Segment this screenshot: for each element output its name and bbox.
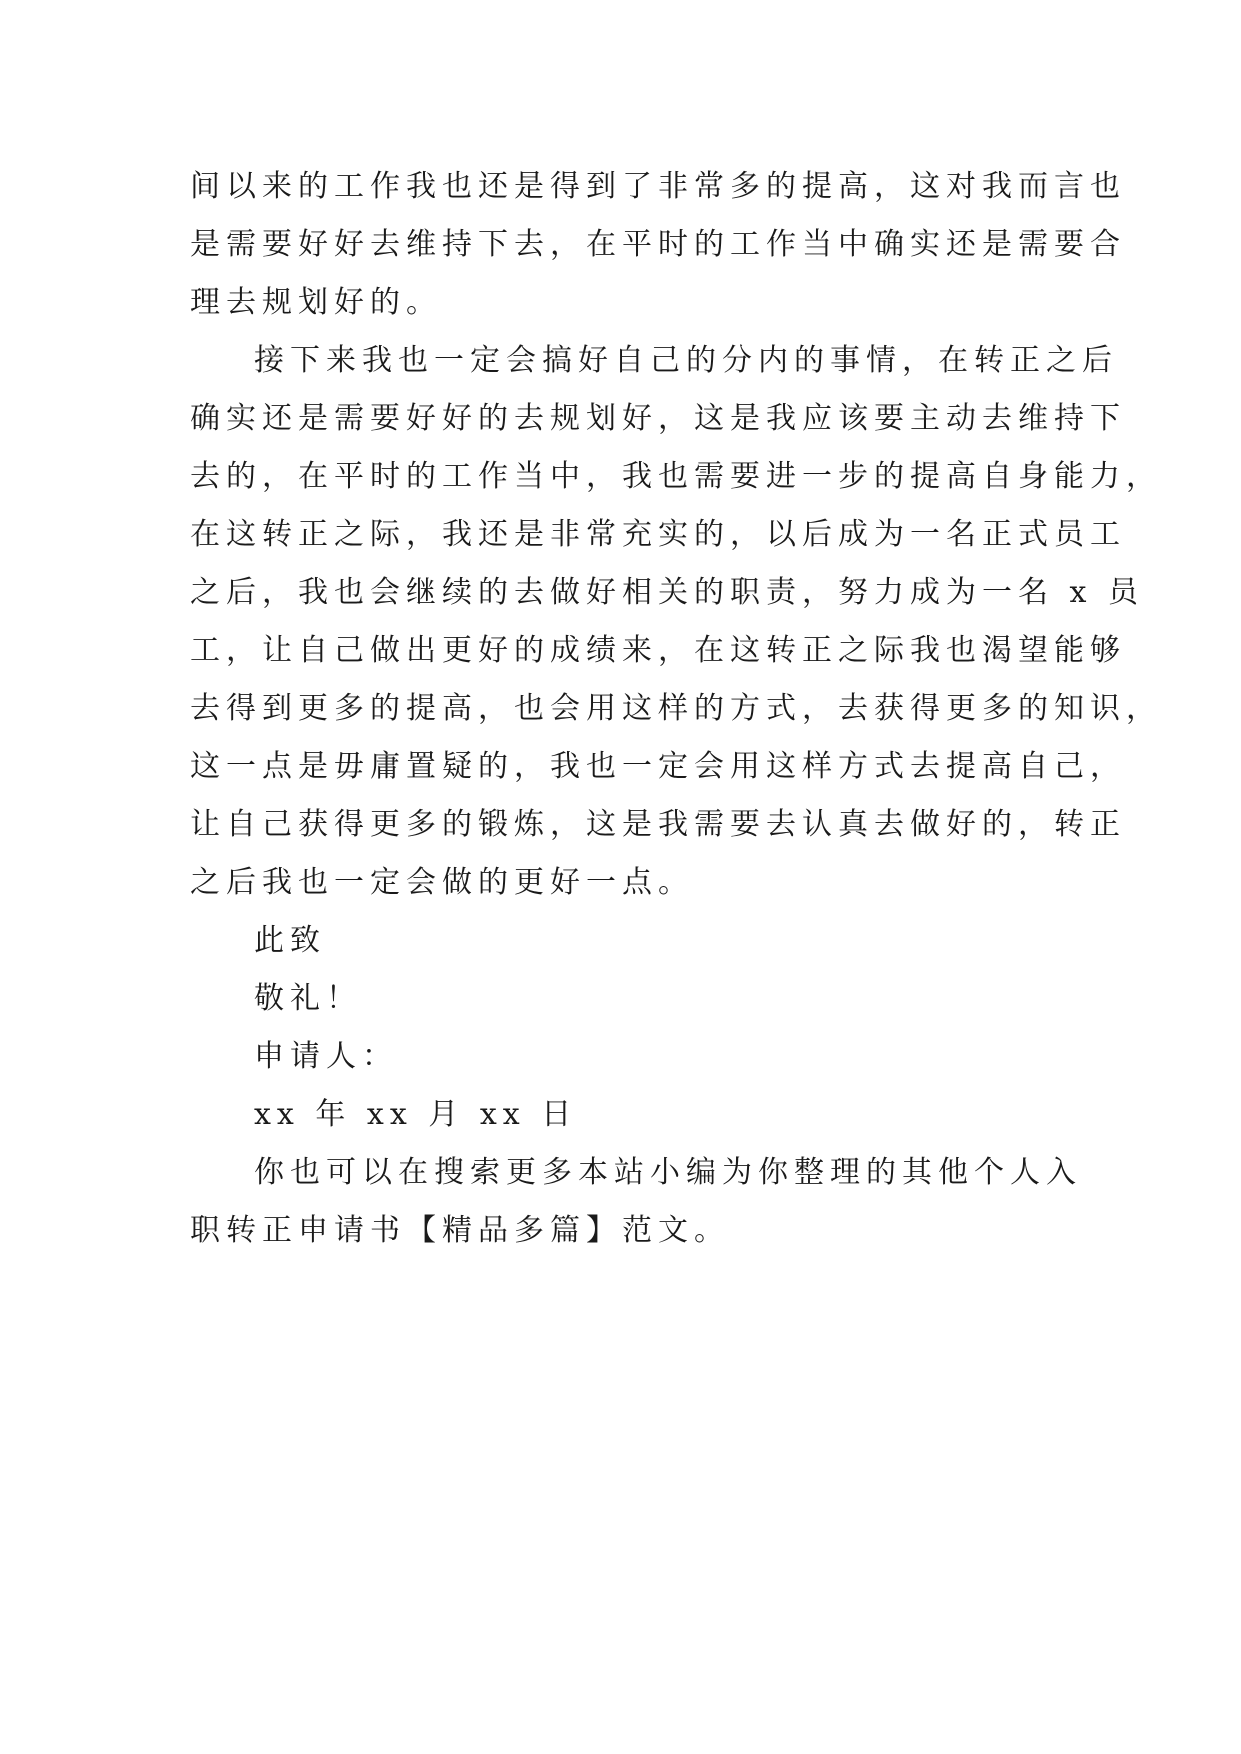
text-line: 理去规划好的。: [190, 285, 442, 320]
text-line: 确实还是需要好好的去规划好，这是我应该要主动去维持下: [190, 401, 1126, 436]
respect-line: 敬礼！: [254, 981, 362, 1016]
text-line: 在这转正之际，我还是非常充实的，以后成为一名正式员工: [190, 517, 1126, 552]
text-line: 之后我也一定会做的更好一点。: [190, 865, 694, 900]
text-line: 让自己获得更多的锻炼，这是我需要去认真去做好的，转正: [190, 807, 1126, 842]
salutation: 此致: [254, 923, 326, 958]
text-line: 之后，我也会继续的去做好相关的职责，努力成为一名 x 员: [190, 575, 1144, 610]
text-line: 这一点是毋庸置疑的，我也一定会用这样方式去提高自己，: [190, 749, 1126, 784]
text-line: 工，让自己做出更好的成绩来，在这转正之际我也渴望能够: [190, 633, 1126, 668]
applicant-label: 申请人：: [254, 1039, 398, 1074]
document-body: [190, 158, 1162, 1260]
paragraph-main: [190, 332, 1162, 912]
text-line: 是需要好好去维持下去，在平时的工作当中确实还是需要合: [190, 227, 1126, 262]
text-line: 去的，在平时的工作当中，我也需要进一步的提高自身能力，: [190, 459, 1162, 494]
text-line: 间以来的工作我也还是得到了非常多的提高，这对我而言也: [190, 169, 1126, 204]
paragraph-footer: [190, 1144, 1082, 1260]
paragraph-continuation: [190, 158, 1126, 332]
date-line: xx 年 xx 月 xx 日: [254, 1097, 578, 1132]
text-line: 你也可以在搜索更多本站小编为你整理的其他个人入: [254, 1155, 1082, 1190]
text-line: 职转正申请书【精品多篇】范文。: [190, 1213, 730, 1248]
text-line: 去得到更多的提高，也会用这样的方式，去获得更多的知识，: [190, 691, 1162, 726]
letter-closing: [190, 912, 1070, 1144]
text-line: 接下来我也一定会搞好自己的分内的事情，在转正之后: [254, 343, 1118, 378]
